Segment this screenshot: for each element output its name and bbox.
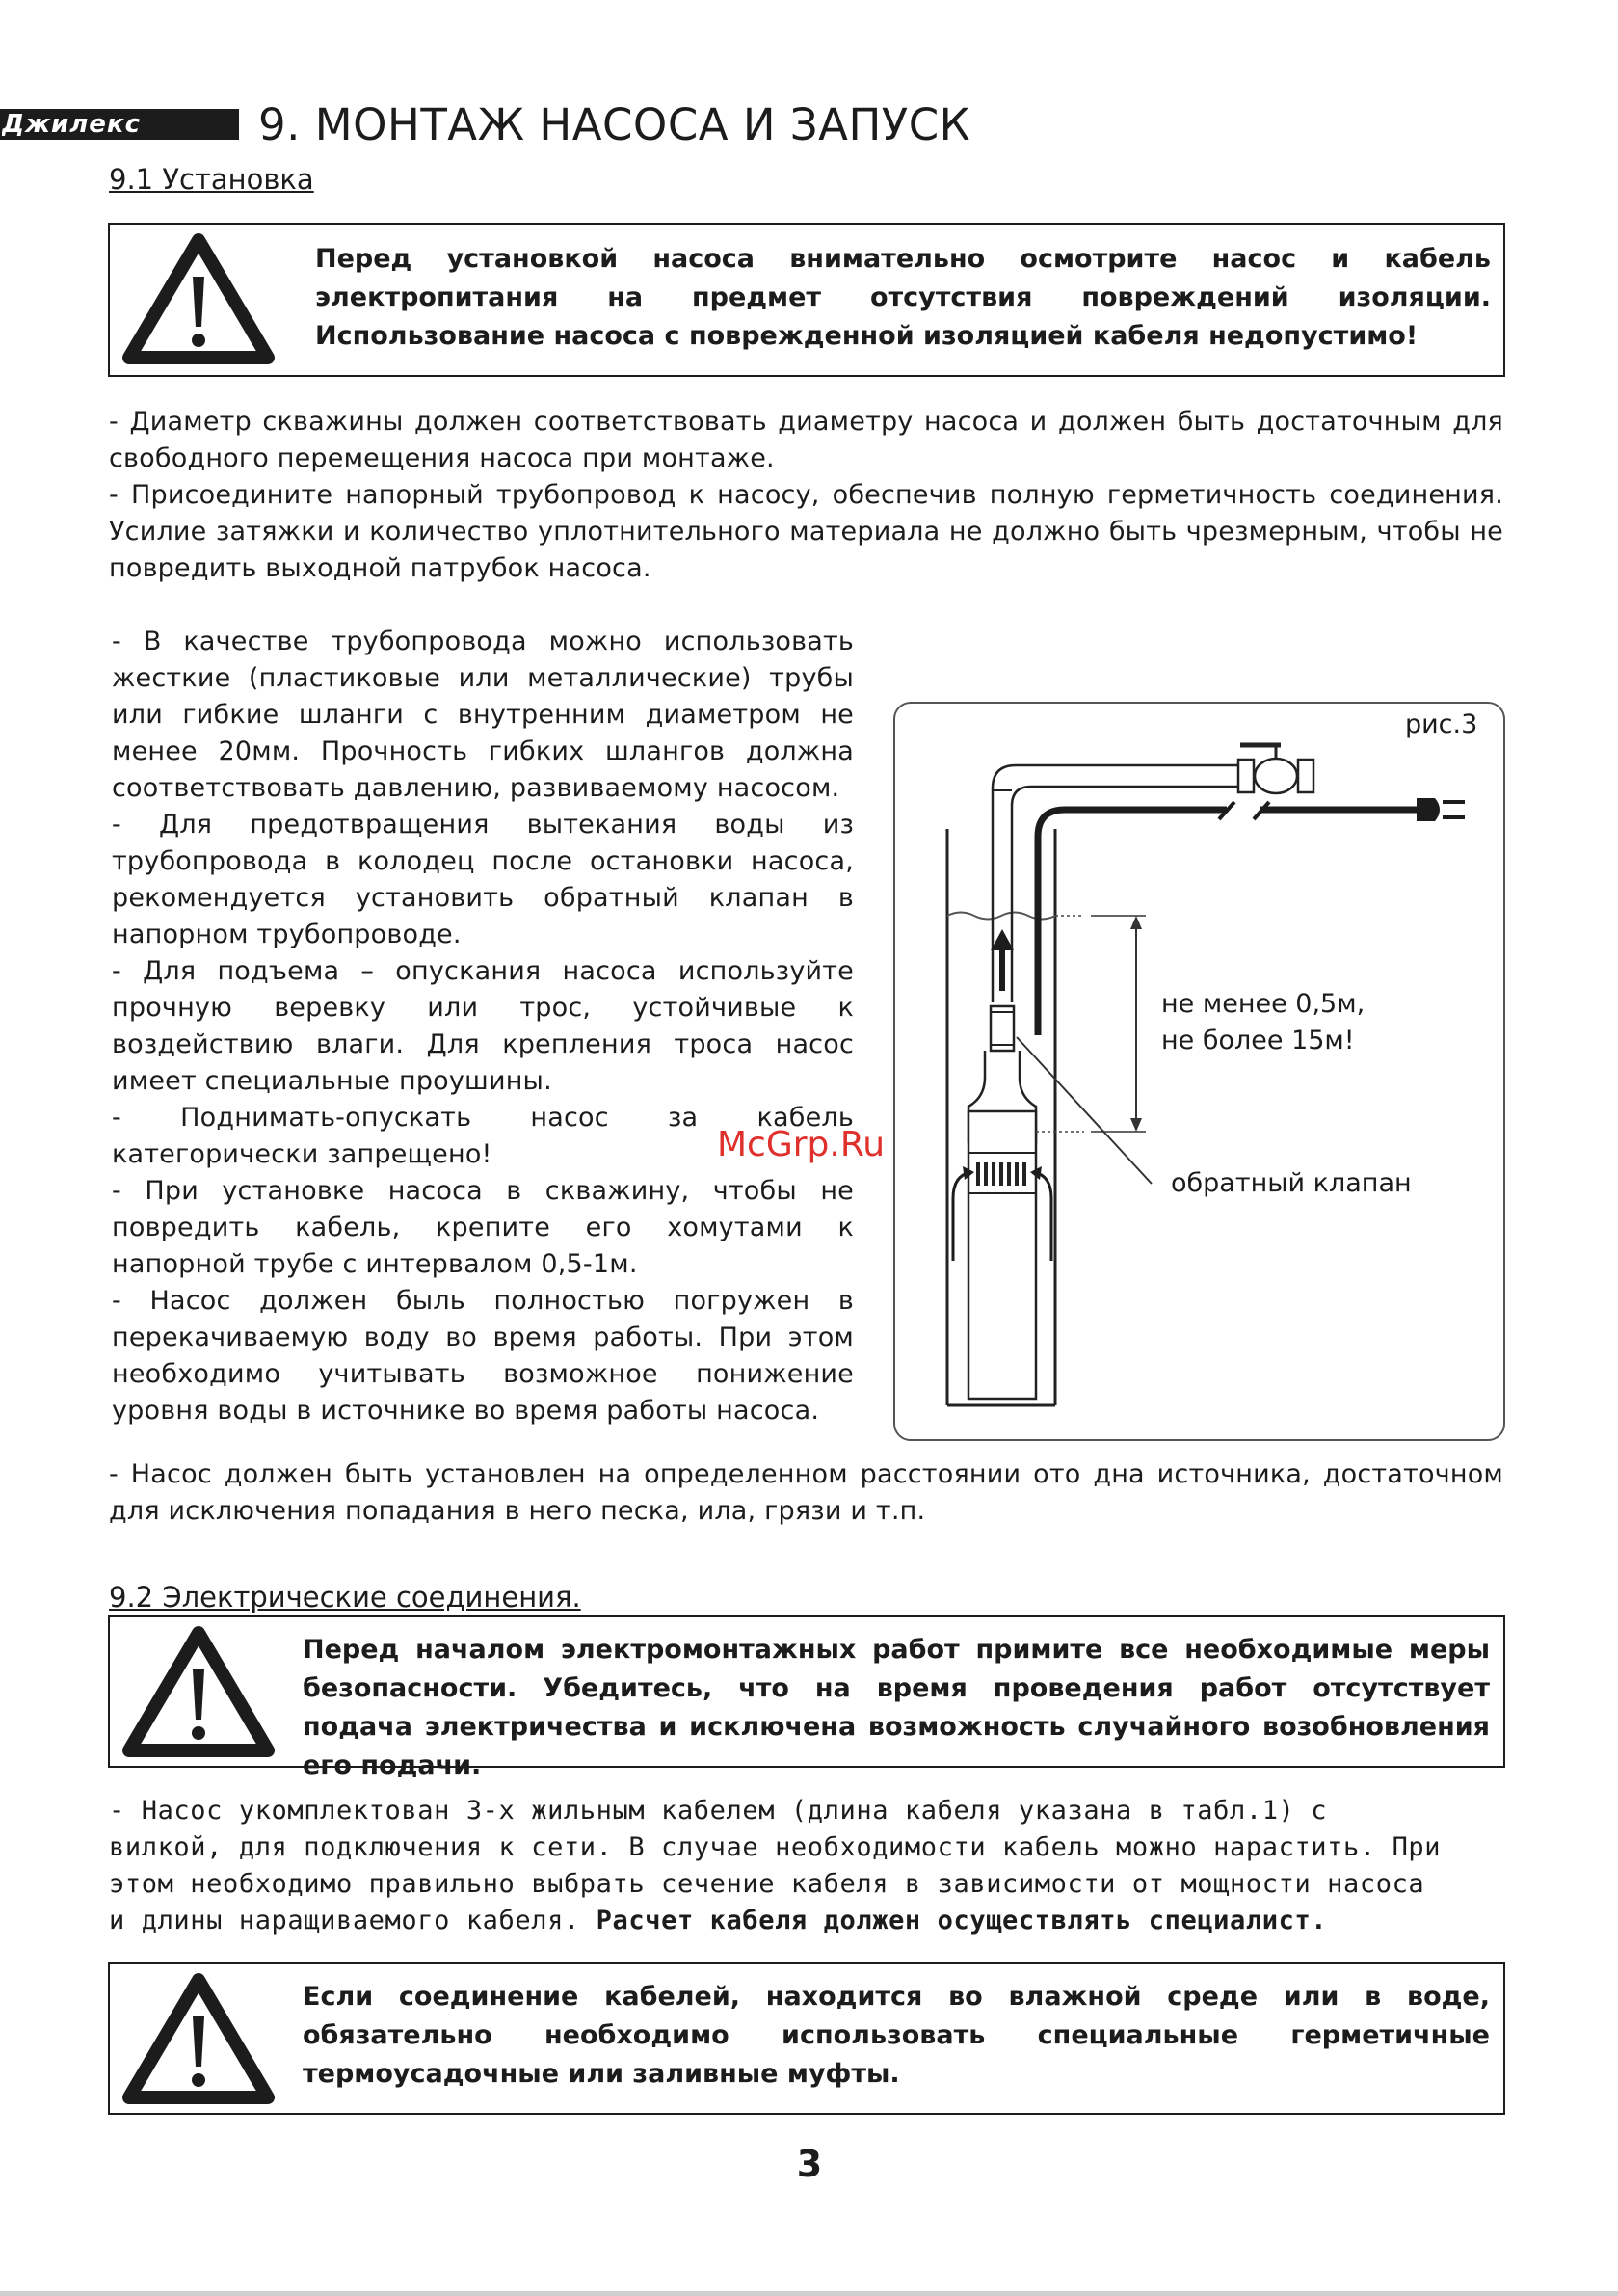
page-number: 3 <box>796 2143 823 2185</box>
paragraph-rope: - Для подъема – опускания насоса используйте прочную веревку или трос, устойчивые к воздействию влаги. Для крепления троса насос имеет специальные проушины. <box>112 956 854 1096</box>
pump-installation-diagram <box>893 702 1505 1441</box>
left-column-text <box>112 624 854 1429</box>
warning-text-cable-joints: Если соединение кабелей, находится во влажной среде или в воде, обязательно необходимо использовать специальные герметичные термоусадочные или заливные муфты. <box>303 1982 1490 2089</box>
warning-text-electrical: Перед началом электромонтажных работ примите все необходимые меры безопасности. Убедитесь, что на время проведения работ отсутствует подача электричества и исключена возможность случайного возобновления его подачи. <box>303 1635 1490 1780</box>
intro-paragraphs <box>109 404 1503 587</box>
section-title-installation: 9.1 Установка <box>109 163 314 196</box>
pump-body <box>968 1111 1036 1399</box>
paragraph-cable-info <box>109 1793 1503 1939</box>
warning-triangle-icon <box>121 1970 276 2107</box>
pipe-outline-outer <box>993 765 1240 1002</box>
paragraph-submersion: - Насос должен быль полностью погружен в перекачиваемую воду во время работы. При этом необходимо учитывать возможное понижение уровня воды в источнике во время работы насоса. <box>112 1286 854 1426</box>
page-bottom-edge <box>0 2291 1618 2296</box>
depth-label-max: не более 15м! <box>1161 1026 1355 1055</box>
cable-info-line <box>109 1903 1503 1939</box>
cable-info-line: этом необходимо правильно выбрать сечение кабеля в зависимости от мощности насоса <box>109 1869 1425 1899</box>
cable-info-line: - Насос укомплектован 3-х жильным кабелем (длина кабеля указана в табл.1) с <box>109 1796 1328 1826</box>
paragraph-distance-from-bottom <box>109 1456 1503 1530</box>
tap-flange-right <box>1298 760 1313 792</box>
cable-info-text: и длины наращиваемого кабеля. <box>109 1906 580 1936</box>
warning-triangle-icon <box>121 1623 276 1760</box>
paragraph-distance-text: - Насос должен быть установлен на определенном расстоянии ото дна источника, достаточном для исключения попадания в него песка, ила, грязи и т.п. <box>109 1459 1503 1526</box>
warning-box-cable-joints <box>108 1962 1505 2115</box>
plug-icon <box>1417 798 1440 821</box>
figure-label: рис.3 <box>1405 709 1478 739</box>
tap-flange-left <box>1238 760 1254 792</box>
section-title-electrical: 9.2 Электрические соединения. <box>109 1581 581 1614</box>
brand-logo: Джилекс <box>2 110 141 139</box>
paragraph-pipe-connection: - Присоедините напорный трубопровод к насосу, обеспечив полную герметичность соединения. Усилие затяжки и количество уплотнительного материала не должно быть чрезмерным, чтобы не повредить выходной патрубок насоса. <box>109 480 1503 583</box>
cable-info-emphasis: Расчет кабеля должен осуществлять специалист. <box>596 1906 1328 1936</box>
warning-text-insulation: Перед установкой насоса внимательно осмотрите насос и кабель электропитания на предмет отсутствия повреждений изоляции. Использование насоса с поврежденной изоляцией кабеля недопустимо! <box>315 244 1491 351</box>
warning-box-electrical <box>108 1615 1505 1780</box>
paragraph-check-valve: - Для предотвращения вытекания воды из трубопровода в колодец после остановки насоса, рекомендуется установить обратный клапан в напорном трубопроводе. <box>112 810 854 949</box>
paragraph-pipe-types: - В качестве трубопровода можно использовать жесткие (пластиковые или металлические) трубы или гибкие шланги с внутренним диаметром не менее 20мм. Прочность гибких шлангов должна соответствовать давлению, развиваемому насосом. <box>112 627 854 803</box>
flow-arrow-head <box>991 929 1014 950</box>
watermark: McGrp.Ru <box>717 1125 886 1164</box>
cable-info-line: вилкой, для подключения к сети. В случае необходимости кабель можно нарастить. При <box>109 1832 1442 1862</box>
depth-label-min: не менее 0,5м, <box>1161 989 1366 1019</box>
tap-body <box>1255 759 1297 793</box>
page-title: 9. МОНТАЖ НАСОСА И ЗАПУСК <box>258 99 971 150</box>
warning-box-insulation <box>108 223 1505 377</box>
check-valve-label: обратный клапан <box>1171 1168 1412 1198</box>
warning-triangle-icon <box>121 230 276 367</box>
paragraph-cable-warning: - Поднимать-опускать насос за кабель категорически запрещено! <box>112 1103 854 1169</box>
paragraph-cable-clamps: - При установке насоса в скважину, чтобы не повредить кабель, крепите его хомутами к напорной трубе с интервалом 0,5-1м. <box>112 1176 854 1279</box>
paragraph-well-diameter: - Диаметр скважины должен соответствовать диаметру насоса и должен быть достаточным для свободного перемещения насоса при монтаже. <box>109 407 1503 473</box>
